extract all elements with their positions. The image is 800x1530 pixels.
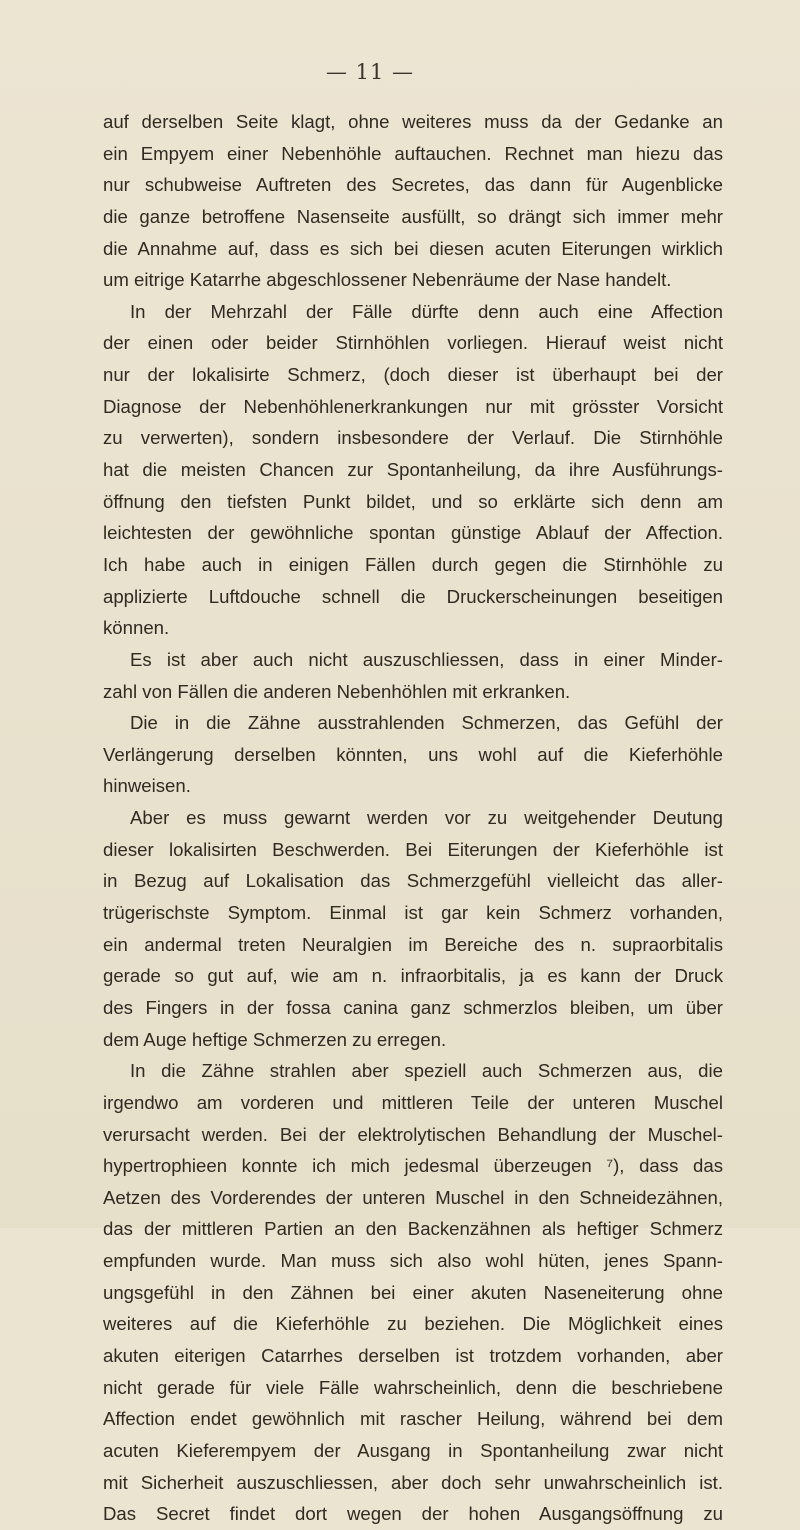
text-line: dieser lokalisirten Beschwerden. Bei Eiterungen der Kieferhöhle ist [103, 838, 723, 860]
text-line: die Annahme auf, dass es sich bei diesen acuten Eiterungen wirklich [103, 237, 723, 259]
text-line: ein andermal treten Neuralgien im Bereiche des n. supraorbitalis [103, 933, 723, 955]
text-line: akuten eiterigen Catarrhes derselben ist trotzdem vorhanden, aber [103, 1344, 723, 1366]
text-line: gerade so gut auf, wie am n. infraorbitalis, ja es kann der Druck [103, 965, 723, 987]
text-line: Verlängerung derselben könnten, uns wohl auf die Kieferhöhle [103, 743, 723, 765]
text-line: acuten Kieferempyem der Ausgang in Spontanheilung zwar nicht [103, 1439, 723, 1461]
text-line: in Bezug auf Lokalisation das Schmerzgefühl vielleicht das aller- [103, 870, 723, 892]
text-line: auf derselben Seite klagt, ohne weiteres muss da der Gedanke an [103, 111, 723, 132]
text-line: In der Mehrzahl der Fälle dürfte denn auch eine Affection [130, 300, 723, 322]
text-line: Aetzen des Vorderendes der unteren Muschel in den Schneidezähnen, [103, 1186, 723, 1208]
text-line: ein Empyem einer Nebenhöhle auftauchen. Rechnet man hiezu das [103, 142, 723, 164]
text-line: mit Sicherheit auszuschliessen, aber doch sehr unwahrscheinlich ist. [103, 1471, 723, 1493]
text-line: um eitrige Katarrhe abgeschlossener Nebenräume der Nase handelt. [103, 269, 672, 291]
body-text [103, 106, 723, 1530]
text-line: dem Auge heftige Schmerzen zu erregen. [103, 1028, 447, 1050]
text-line: Ich habe auch in einigen Fällen durch gegen die Stirnhöhle zu [103, 553, 723, 575]
text-line: leichtesten der gewöhnliche spontan günstige Ablauf der Affection. [103, 522, 723, 544]
text-line: Affection endet gewöhnlich mit rascher Heilung, während bei dem [103, 1408, 723, 1430]
text-line: nur der lokalisirte Schmerz, (doch dieser ist überhaupt bei der [103, 364, 723, 386]
text-line: Das Secret findet dort wegen der hohen Ausgangsöffnung zu [103, 1503, 723, 1525]
text-line: verursacht werden. Bei der elektrolytischen Behandlung der Muschel- [103, 1123, 723, 1145]
text-line: weiteres auf die Kieferhöhle zu beziehen. Die Möglichkeit eines [103, 1313, 723, 1335]
text-line: zahl von Fällen die anderen Nebenhöhlen mit erkranken. [103, 680, 571, 702]
text-line: des Fingers in der fossa canina ganz schmerzlos bleiben, um über [103, 996, 723, 1018]
text-line: Die in die Zähne ausstrahlenden Schmerzen, das Gefühl der [130, 712, 723, 734]
page-number: — 11 — [325, 60, 415, 84]
text-line: In die Zähne strahlen aber speziell auch Schmerzen aus, die [130, 1060, 723, 1082]
text-line: Es ist aber auch nicht auszuschliessen, dass in einer Minder- [130, 648, 723, 670]
text-line: trügerischste Symptom. Einmal ist gar kein Schmerz vorhanden, [103, 902, 723, 924]
text-line: hypertrophieen konnte ich mich jedesmal überzeugen ⁷), dass das [103, 1155, 723, 1177]
text-line: nur schubweise Auftreten des Secretes, das dann für Augenblicke [103, 174, 723, 196]
text-line: können. [103, 617, 170, 639]
text-line: öffnung den tiefsten Punkt bildet, und so erklärte sich denn am [103, 490, 723, 512]
text-line: der einen oder beider Stirnhöhlen vorliegen. Hierauf weist nicht [103, 332, 723, 354]
text-line: zu verwerten), sondern insbesondere der Verlauf. Die Stirnhöhle [103, 427, 723, 449]
text-line: die ganze betroffene Nasenseite ausfüllt, so drängt sich immer mehr [103, 205, 723, 227]
text-line: Diagnose der Nebenhöhlenerkrankungen nur mit grösster Vorsicht [103, 395, 723, 417]
text-line: Aber es muss gewarnt werden vor zu weitgehender Deutung [130, 807, 723, 829]
text-line: hat die meisten Chancen zur Spontanheilung, da ihre Ausführungs- [103, 459, 723, 481]
text-line: hinweisen. [103, 775, 191, 797]
text-line: ungsgefühl in den Zähnen bei einer akuten Naseneiterung ohne [103, 1281, 723, 1303]
text-line: nicht gerade für viele Fälle wahrscheinlich, denn die beschriebene [103, 1376, 723, 1398]
text-line: empfunden wurde. Man muss sich also wohl hüten, jenes Spann- [103, 1250, 723, 1272]
text-line: irgendwo am vorderen und mittleren Teile der unteren Muschel [103, 1091, 723, 1113]
text-line: applizierte Luftdouche schnell die Druckerscheinungen beseitigen [103, 585, 723, 607]
text-line: das der mittleren Partien an den Backenzähnen als heftiger Schmerz [103, 1218, 723, 1240]
